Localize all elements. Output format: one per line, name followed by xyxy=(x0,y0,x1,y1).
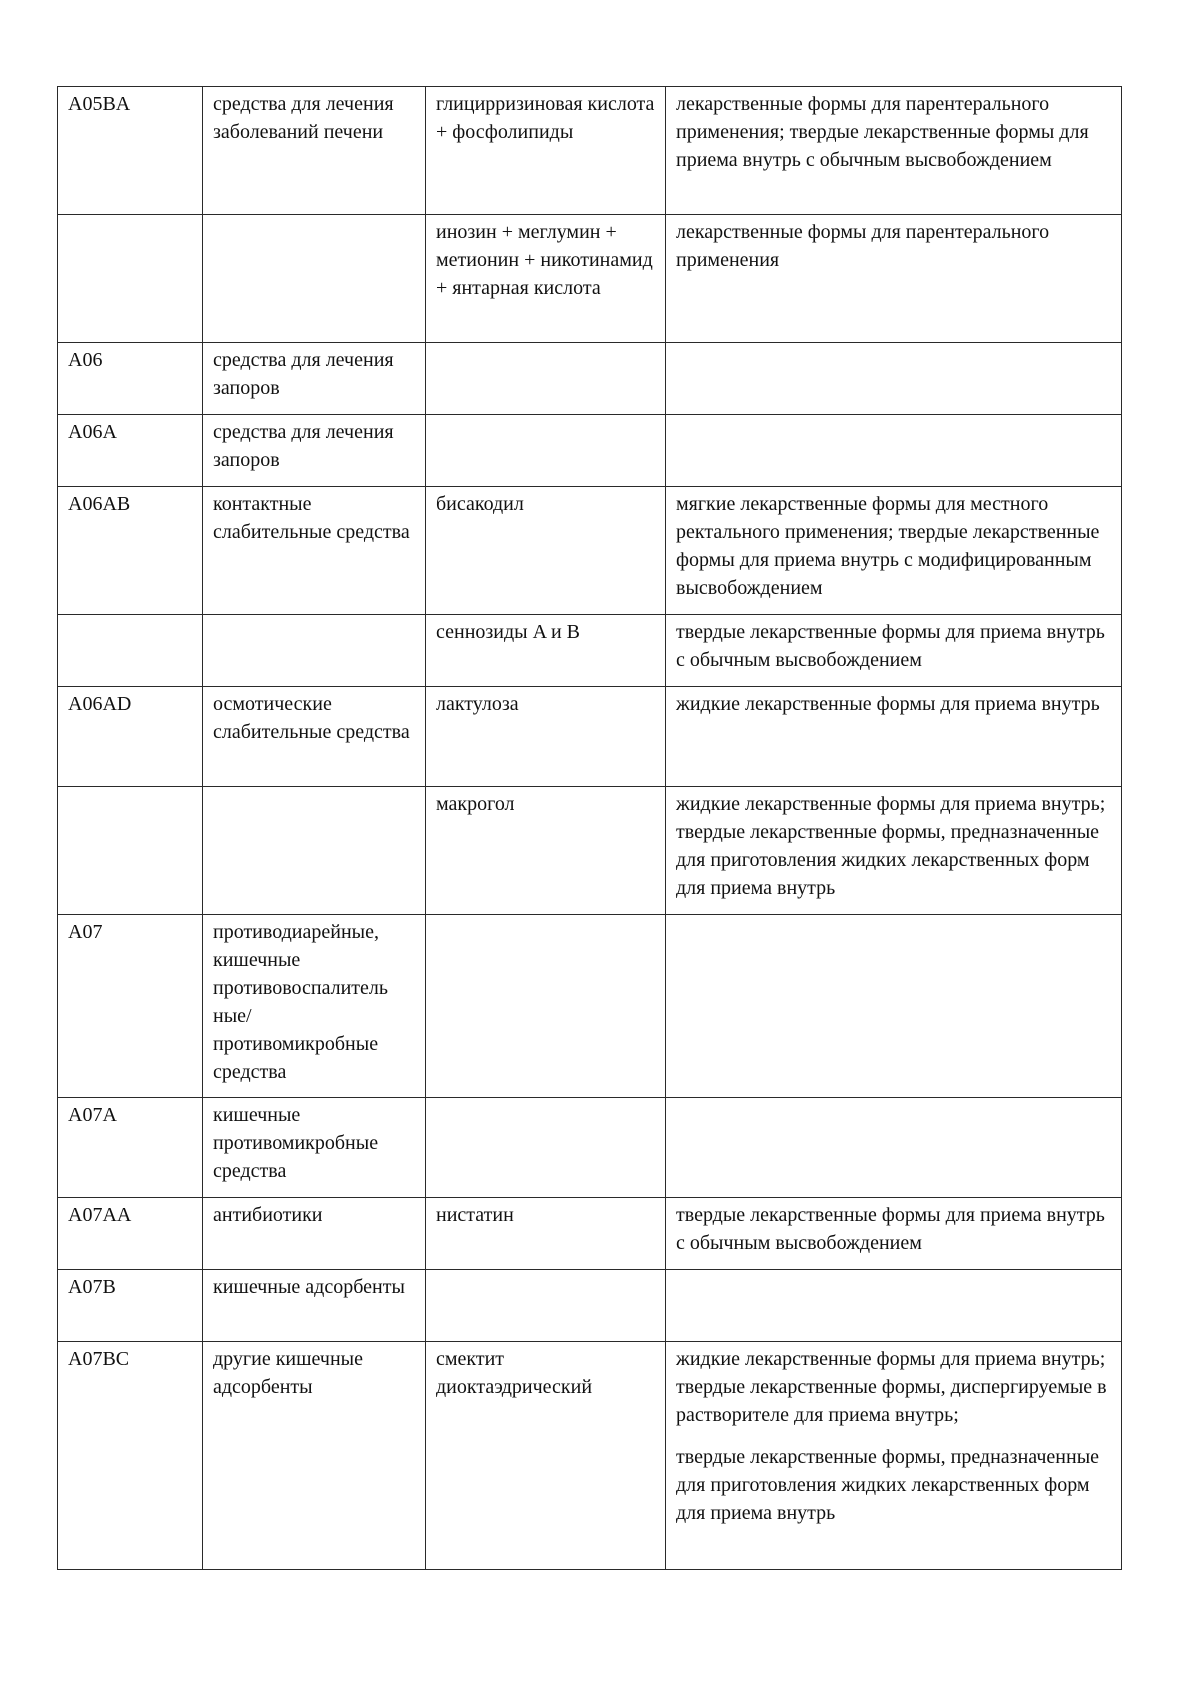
dosage-form-text: жидкие лекарственные формы для приема внутрь; твердые лекарственные формы, предназначенные для приготовления жидких лекарственных форм для приема внутрь xyxy=(676,793,1106,899)
dosage-forms-cell xyxy=(666,615,1122,687)
atc-code-cell: A07A xyxy=(58,1098,203,1198)
group-name-cell: осмотические слабительные средства xyxy=(203,687,426,787)
dosage-form-text: лекарственные формы для парентерального применения xyxy=(676,221,1050,271)
group-name-cell: средства для лечения заболеваний печени xyxy=(203,87,426,215)
table-row xyxy=(58,1198,1122,1270)
group-name-cell: кишечные противомикробные средства xyxy=(203,1098,426,1198)
table-body xyxy=(58,87,1122,1570)
drug-name-cell: бисакодил xyxy=(426,487,666,615)
dosage-form-text: твердые лекарственные формы для приема внутрь с обычным высвобождением xyxy=(676,621,1105,671)
table-row xyxy=(58,1342,1122,1570)
group-name-cell: противодиарейные, кишечные противовоспалитель ные/ противомикробные средства xyxy=(203,915,426,1098)
group-name-cell: кишечные адсорбенты xyxy=(203,1270,426,1342)
dosage-forms-cell xyxy=(666,787,1122,915)
drug-name-cell xyxy=(426,1270,666,1342)
dosage-forms-cell xyxy=(666,415,1122,487)
dosage-form-text: жидкие лекарственные формы для приема внутрь xyxy=(676,693,1100,715)
atc-code-cell xyxy=(58,215,203,343)
dosage-form-text: твердые лекарственные формы, предназначенные для приготовления жидких лекарственных форм для приема внутрь xyxy=(676,1446,1100,1524)
dosage-forms-cell xyxy=(666,1198,1122,1270)
dosage-form-text: мягкие лекарственные формы для местного ректального применения; твердые лекарственные формы для приема внутрь с модифицированным высвобождением xyxy=(676,493,1100,599)
document-page xyxy=(57,86,1121,1570)
drug-name-cell: инозин + меглумин + метионин + никотинамид + янтарная кислота xyxy=(426,215,666,343)
table-row xyxy=(58,487,1122,615)
dosage-forms-cell xyxy=(666,1342,1122,1570)
atc-code-cell: A06 xyxy=(58,343,203,415)
group-name-cell xyxy=(203,615,426,687)
dosage-form-text: жидкие лекарственные формы для приема внутрь; твердые лекарственные формы, диспергируемые в растворителе для приема внутрь; xyxy=(676,1348,1107,1426)
table-row xyxy=(58,415,1122,487)
drug-name-cell: лактулоза xyxy=(426,687,666,787)
group-name-cell xyxy=(203,215,426,343)
group-name-cell: средства для лечения запоров xyxy=(203,415,426,487)
table-row xyxy=(58,615,1122,687)
table-row xyxy=(58,687,1122,787)
table-row xyxy=(58,1270,1122,1342)
atc-code-cell: A06AB xyxy=(58,487,203,615)
drug-name-cell: глицирризиновая кислота + фосфолипиды xyxy=(426,87,666,215)
drug-name-cell: смектит диоктаэдрический xyxy=(426,1342,666,1570)
table-row xyxy=(58,787,1122,915)
atc-code-cell: A07BC xyxy=(58,1342,203,1570)
table-row xyxy=(58,343,1122,415)
atc-code-cell: A07B xyxy=(58,1270,203,1342)
drug-name-cell: сеннозиды A и B xyxy=(426,615,666,687)
group-name-cell: антибиотики xyxy=(203,1198,426,1270)
table-row xyxy=(58,1098,1122,1198)
table-row xyxy=(58,87,1122,215)
dosage-form-text: твердые лекарственные формы для приема внутрь с обычным высвобождением xyxy=(676,1204,1105,1254)
atc-code-cell: A06AD xyxy=(58,687,203,787)
dosage-forms-cell xyxy=(666,1098,1122,1198)
group-name-cell xyxy=(203,787,426,915)
drug-name-cell xyxy=(426,1098,666,1198)
drug-name-cell: нистатин xyxy=(426,1198,666,1270)
group-name-cell: другие кишечные адсорбенты xyxy=(203,1342,426,1570)
table-row xyxy=(58,915,1122,1098)
dosage-forms-cell xyxy=(666,915,1122,1098)
drug-name-cell xyxy=(426,915,666,1098)
atc-code-cell: A06A xyxy=(58,415,203,487)
atc-code-cell: A07AA xyxy=(58,1198,203,1270)
dosage-forms-cell xyxy=(666,1270,1122,1342)
dosage-forms-cell xyxy=(666,687,1122,787)
atc-code-cell: A07 xyxy=(58,915,203,1098)
dosage-form-text: лекарственные формы для парентерального применения; твердые лекарственные формы для приема внутрь с обычным высвобождением xyxy=(676,93,1089,171)
atc-code-cell xyxy=(58,615,203,687)
table-row xyxy=(58,215,1122,343)
medication-table xyxy=(57,86,1122,1570)
dosage-forms-cell xyxy=(666,215,1122,343)
drug-name-cell: макрогол xyxy=(426,787,666,915)
atc-code-cell xyxy=(58,787,203,915)
drug-name-cell xyxy=(426,343,666,415)
dosage-forms-cell xyxy=(666,487,1122,615)
atc-code-cell: A05BA xyxy=(58,87,203,215)
dosage-forms-cell xyxy=(666,343,1122,415)
group-name-cell: контактные слабительные средства xyxy=(203,487,426,615)
drug-name-cell xyxy=(426,415,666,487)
dosage-forms-cell xyxy=(666,87,1122,215)
group-name-cell: средства для лечения запоров xyxy=(203,343,426,415)
